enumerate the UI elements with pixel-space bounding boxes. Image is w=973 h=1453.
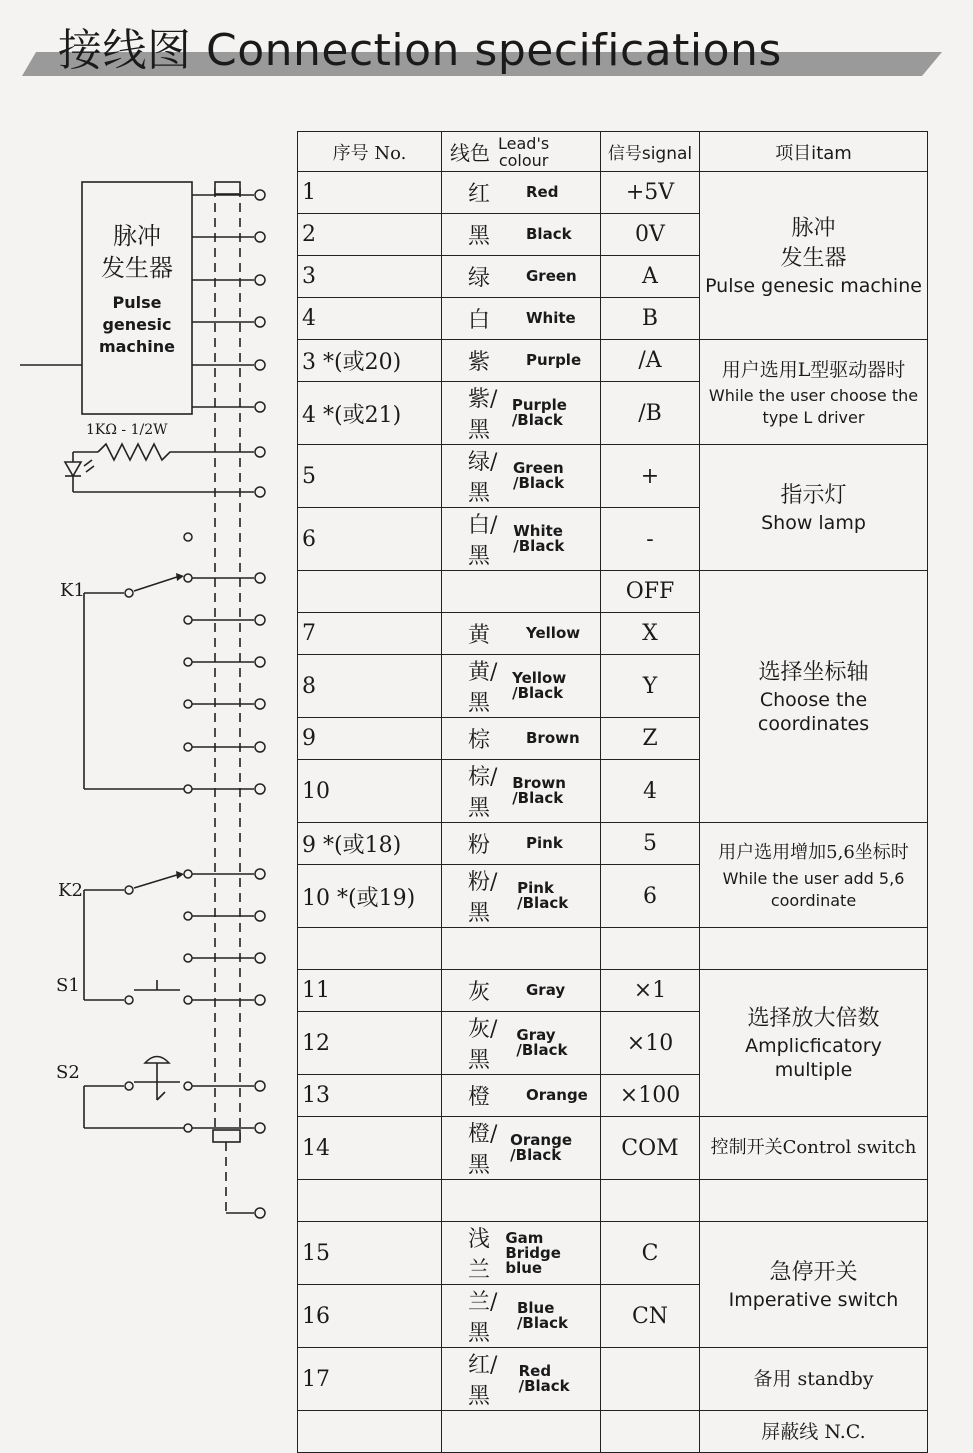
- cell-color: [442, 1348, 601, 1411]
- table-row: [298, 1222, 928, 1285]
- cell-color-zh: 白/黑: [468, 513, 498, 569]
- group-standby: 备用 standby: [753, 1368, 874, 1390]
- cell-color-zh: 棕: [468, 728, 491, 753]
- group-amp-zh: 选择放大倍数: [747, 1006, 880, 1031]
- cell-signal: [601, 1411, 700, 1453]
- cell-item: [700, 1222, 928, 1348]
- cell-no: 17: [298, 1348, 442, 1411]
- cell-color-zh: 兰/黑: [468, 1290, 498, 1346]
- group-shield: 屏蔽线 N.C.: [761, 1420, 866, 1443]
- k2-label: K2: [58, 880, 83, 901]
- cell-color-zh: 紫: [468, 350, 491, 375]
- cell-color-en: Gray /Black: [516, 1026, 568, 1059]
- cell-color: [442, 298, 601, 340]
- cell-no: 12: [298, 1012, 442, 1075]
- cell-color-en: Brown /Black: [512, 774, 566, 807]
- cell-no: 13: [298, 1075, 442, 1117]
- cell-item: [700, 928, 928, 970]
- cell-color: [442, 928, 601, 970]
- cell-signal: ×10: [601, 1012, 700, 1075]
- cell-color-en: Yellow /Black: [512, 669, 567, 702]
- cell-signal: [601, 1348, 700, 1411]
- box-label-en-1: Pulse: [112, 293, 162, 312]
- cell-signal: Y: [601, 655, 700, 718]
- table-row: [298, 928, 928, 970]
- cell-signal: A: [601, 256, 700, 298]
- box-label-zh-2: 发生器: [101, 254, 173, 282]
- cell-no: [298, 571, 442, 613]
- table-row: [298, 445, 928, 508]
- cell-color-en: Purple /Black: [511, 396, 567, 429]
- cell-item: [700, 445, 928, 571]
- cell-item: [700, 823, 928, 928]
- cell-color: [442, 718, 601, 760]
- table-header-row: [298, 132, 928, 172]
- cell-no: [298, 1411, 442, 1453]
- header-no: 序号 No.: [298, 132, 442, 172]
- cell-signal: ×100: [601, 1075, 700, 1117]
- cell-signal: +5V: [601, 172, 700, 214]
- table-row: [298, 571, 928, 613]
- cell-signal: 6: [601, 865, 700, 928]
- group-lamp-en: Show lamp: [761, 511, 866, 534]
- cell-signal: 0V: [601, 214, 700, 256]
- header-color-zh: 线色: [450, 141, 490, 165]
- cell-signal: X: [601, 613, 700, 655]
- cell-color: [442, 865, 601, 928]
- group-add-zh: 用户选用增加5,6坐标时: [718, 842, 909, 863]
- cell-color-en: White /Black: [513, 522, 565, 555]
- cell-color: [442, 655, 601, 718]
- cell-color-zh: 绿/黑: [468, 450, 498, 506]
- group-typel-en: While the user choose the type L driver: [708, 386, 919, 427]
- header-color: [442, 132, 601, 172]
- cell-color: [442, 340, 601, 382]
- table-body: [298, 172, 928, 1453]
- table-row: [298, 1117, 928, 1180]
- header-item: 项目itam: [700, 132, 928, 172]
- cell-signal: CN: [601, 1285, 700, 1348]
- cell-signal: 5: [601, 823, 700, 865]
- page-title: 接线图 Connection specifications: [58, 25, 782, 76]
- table-row: [298, 1348, 928, 1411]
- cell-color: [442, 970, 601, 1012]
- table-row: [298, 340, 928, 382]
- cell-item: [700, 172, 928, 340]
- cell-color: [442, 1411, 601, 1453]
- cell-signal: 4: [601, 760, 700, 823]
- cell-no: 16: [298, 1285, 442, 1348]
- cell-color-zh: 粉: [468, 833, 491, 858]
- cell-color-zh: 黄: [468, 623, 491, 648]
- cell-no: 15: [298, 1222, 442, 1285]
- cell-no: 4 *(或21): [298, 382, 442, 445]
- s1-label: S1: [56, 975, 80, 996]
- group-axis-zh: 选择坐标轴: [758, 659, 869, 685]
- cell-color-zh: 橙/黑: [468, 1122, 498, 1178]
- cell-color: [442, 1012, 601, 1075]
- cell-signal: /A: [601, 340, 700, 382]
- cell-color-en: Yellow: [526, 624, 581, 642]
- cell-signal: /B: [601, 382, 700, 445]
- cell-no: 10 *(或19): [298, 865, 442, 928]
- cell-color-zh: 黑: [468, 224, 491, 249]
- cell-no: 8: [298, 655, 442, 718]
- cell-color-en: Pink: [526, 834, 563, 852]
- cell-color: [442, 823, 601, 865]
- cell-color-en: Black: [526, 225, 572, 243]
- cell-no: 1: [298, 172, 442, 214]
- cell-color: [442, 382, 601, 445]
- cell-no: [298, 1180, 442, 1222]
- cell-color-en: Pink /Black: [517, 879, 569, 912]
- cell-signal: [601, 928, 700, 970]
- cell-no: 11: [298, 970, 442, 1012]
- box-label-zh-1: 脉冲: [113, 222, 161, 250]
- cell-item: [700, 1348, 928, 1411]
- cell-item: [700, 1117, 928, 1180]
- wiring-diagram: [0, 0, 300, 1265]
- cell-color-zh: 橙: [468, 1085, 491, 1110]
- cell-color-en: Red /Black: [518, 1362, 570, 1395]
- cell-color-zh: 灰: [468, 980, 491, 1005]
- table-row: [298, 172, 928, 214]
- cell-color: [442, 256, 601, 298]
- group-pulse-zh-1: 脉冲: [791, 215, 836, 241]
- k1-label: K1: [60, 580, 85, 601]
- cell-signal: [601, 1180, 700, 1222]
- cell-color: [442, 445, 601, 508]
- cell-no: 14: [298, 1117, 442, 1180]
- cell-color: [442, 613, 601, 655]
- cell-no: 3: [298, 256, 442, 298]
- cell-item: [700, 340, 928, 445]
- cell-color-zh: 白: [468, 308, 491, 333]
- box-label-en-3: machine: [98, 337, 176, 356]
- table-row: [298, 823, 928, 865]
- cell-color: [442, 1180, 601, 1222]
- box-label-en-2: genesic: [102, 315, 172, 334]
- cell-color: [442, 760, 601, 823]
- cell-color: [442, 1222, 601, 1285]
- cell-color-zh: 棕/黑: [468, 765, 498, 821]
- cell-item: [700, 1411, 928, 1453]
- cell-color-en: Gray: [526, 981, 566, 999]
- cell-color-en: Orange: [526, 1086, 588, 1104]
- group-control: 控制开关Control switch: [710, 1137, 917, 1158]
- box-label: [82, 220, 192, 358]
- cell-no: [298, 928, 442, 970]
- cell-no: 9: [298, 718, 442, 760]
- cell-signal: -: [601, 508, 700, 571]
- group-pulse-zh-2: 发生器: [780, 245, 847, 271]
- cell-no: 10: [298, 760, 442, 823]
- cell-color-en: Red: [526, 183, 559, 201]
- table-row: [298, 1180, 928, 1222]
- cell-item: [700, 1180, 928, 1222]
- group-emerg-zh: 急停开关: [769, 1259, 858, 1285]
- header-color-en-1: Lead's: [498, 133, 550, 153]
- table-row: [298, 970, 928, 1012]
- cell-color: [442, 1285, 601, 1348]
- cell-color-zh: 红: [468, 182, 491, 207]
- cell-color-en: Orange /Black: [510, 1131, 573, 1164]
- cell-color-zh: 紫/黑: [468, 387, 498, 443]
- cell-no: 6: [298, 508, 442, 571]
- s2-label: S2: [56, 1062, 80, 1083]
- group-add-en: While the user add 5,6 coordinate: [722, 869, 905, 910]
- cell-signal: OFF: [601, 571, 700, 613]
- cell-no: 7: [298, 613, 442, 655]
- cell-color-zh: 粉/黑: [468, 870, 498, 926]
- group-emerg-en: Imperative switch: [728, 1288, 899, 1311]
- cell-signal: C: [601, 1222, 700, 1285]
- cell-item: [700, 571, 928, 823]
- cell-color-en: Green /Black: [513, 459, 565, 492]
- cell-color-en: White: [526, 309, 576, 327]
- group-lamp-zh: 指示灯: [780, 482, 847, 508]
- resistor-label: 1KΩ - 1/2W: [86, 422, 168, 438]
- header-color-en-2: colour: [498, 150, 549, 170]
- cell-no: 5: [298, 445, 442, 508]
- cell-color: [442, 508, 601, 571]
- cell-no: 4: [298, 298, 442, 340]
- cell-signal: +: [601, 445, 700, 508]
- cell-no: 9 *(或18): [298, 823, 442, 865]
- cell-color: [442, 214, 601, 256]
- cell-color-zh: 绿: [468, 266, 491, 291]
- cell-color-en: Purple: [526, 351, 582, 369]
- cell-item: [700, 970, 928, 1117]
- cell-color-en: Blue /Black: [516, 1299, 568, 1332]
- cell-color: [442, 1117, 601, 1180]
- cell-color: [442, 571, 601, 613]
- group-pulse-en: Pulse genesic machine: [705, 274, 922, 297]
- group-axis-en: Choose the coordinates: [757, 688, 870, 735]
- cell-color: [442, 1075, 601, 1117]
- cell-color-en: Brown: [526, 729, 580, 747]
- cell-no: 2: [298, 214, 442, 256]
- group-typel-zh: 用户选用L型驱动器时: [721, 359, 906, 381]
- cell-color-zh: 浅兰: [468, 1227, 491, 1283]
- cell-no: 3 *(或20): [298, 340, 442, 382]
- cell-color-en: Gam Bridge blue: [505, 1228, 561, 1277]
- cell-signal: ×1: [601, 970, 700, 1012]
- cell-color-zh: 黄/黑: [468, 660, 498, 716]
- cell-signal: B: [601, 298, 700, 340]
- cell-color-zh: 灰/黑: [468, 1017, 498, 1073]
- table-row: [298, 1411, 928, 1453]
- connection-table: [297, 131, 928, 1453]
- cell-signal: COM: [601, 1117, 700, 1180]
- cell-signal: Z: [601, 718, 700, 760]
- cell-color-en: Green: [526, 267, 577, 285]
- header-signal: 信号signal: [601, 132, 700, 172]
- group-amp-en: Amplicficatory multiple: [745, 1035, 882, 1081]
- cell-color: [442, 172, 601, 214]
- cell-color-zh: 红/黑: [468, 1353, 498, 1409]
